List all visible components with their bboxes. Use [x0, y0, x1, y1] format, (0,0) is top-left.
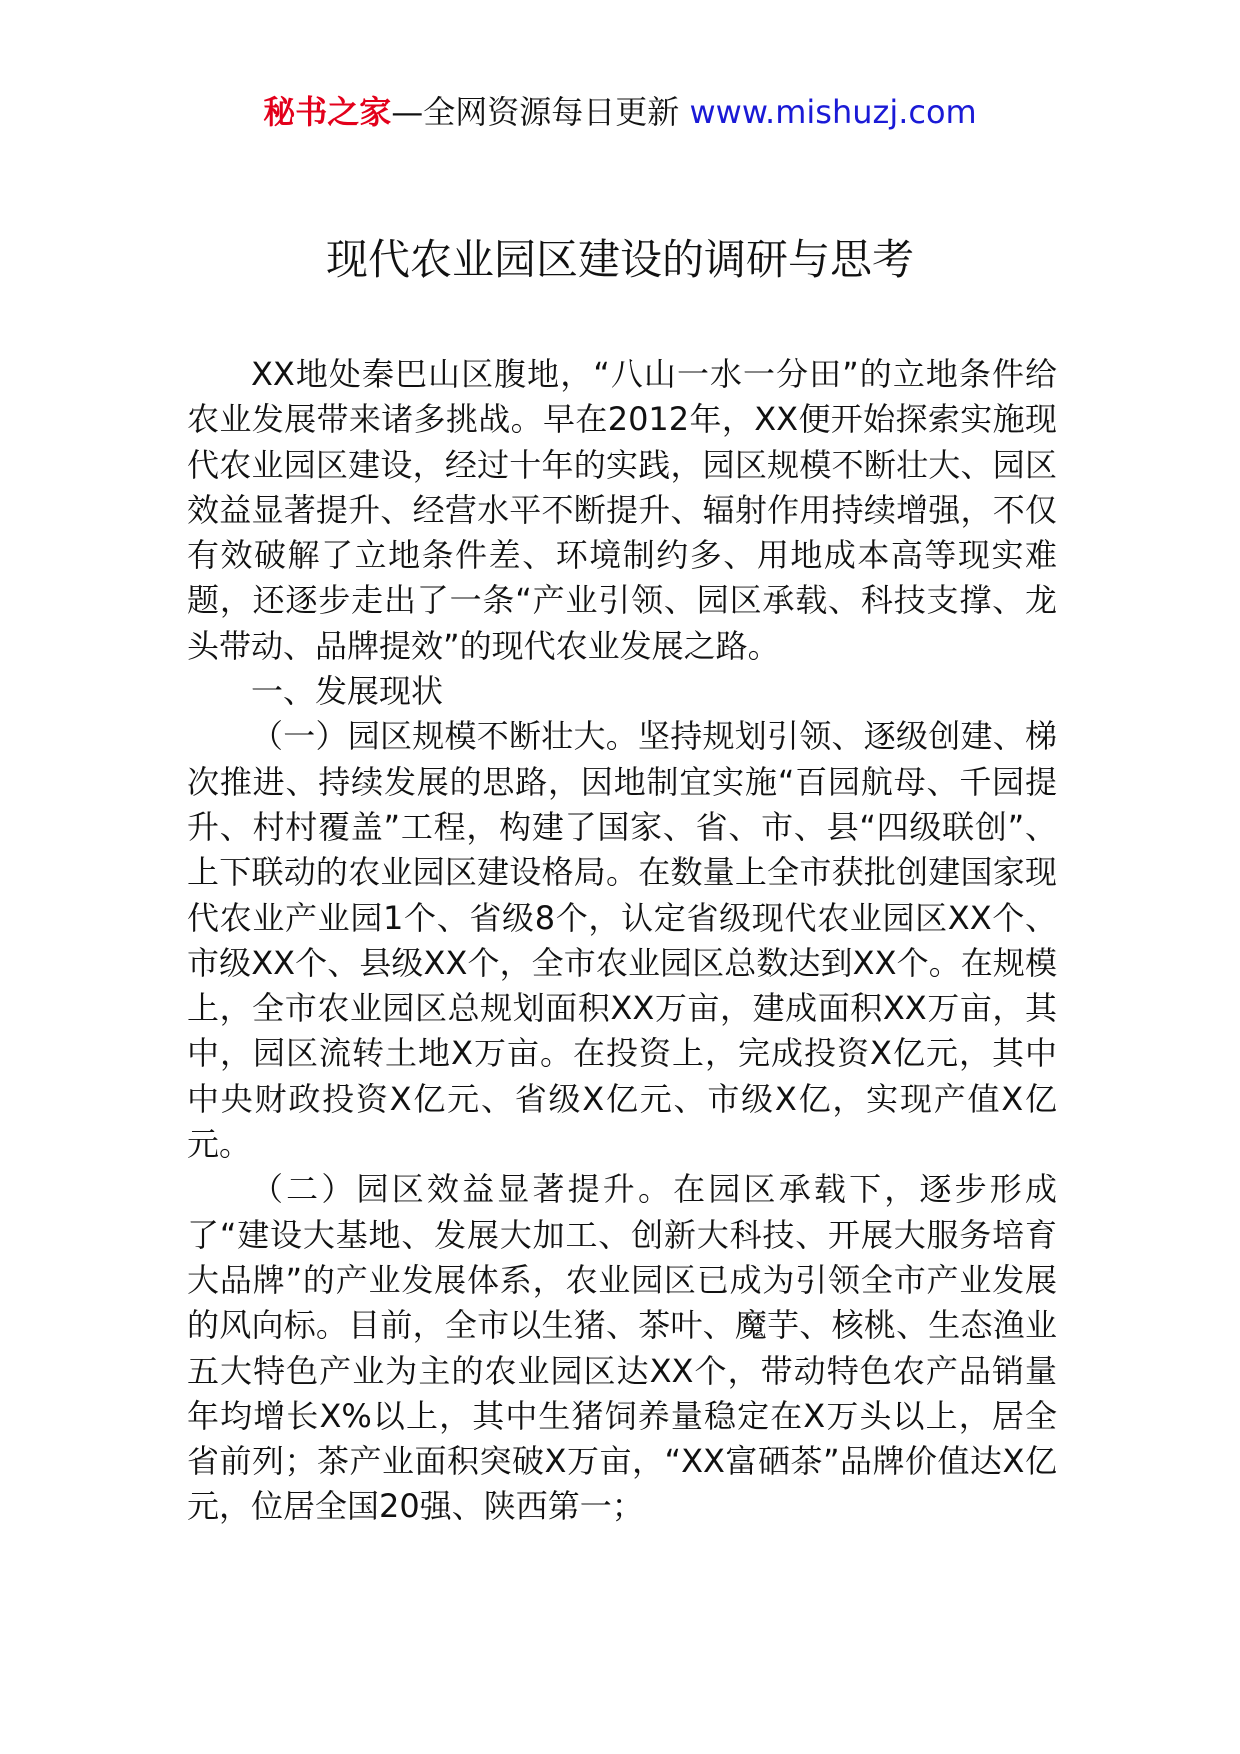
site-brand: 秘书之家: [263, 93, 392, 131]
site-header: [0, 92, 1240, 132]
site-tagline: —全网资源每日更新: [391, 93, 690, 131]
paragraph-intro: XX地处秦巴山区腹地，“八山一水一分田”的立地条件给农业发展带来诸多挑战。早在2012年，XX便开始探索实施现代农业园区建设，经过十年的实践，园区规模不断壮大、园区效益显著提升、经营水平不断提升、辐射作用持续增强，不仅有效破解了立地条件差、环境制约多、用地成本高等现实难题，还逐步走出了一条“产业引领、园区承载、科技支撑、龙头带动、品牌提效”的现代农业发展之路。: [187, 355, 1057, 665]
paragraph-benefit: （二）园区效益显著提升。在园区承载下，逐步形成了“建设大基地、发展大加工、创新大科技、开展大服务培育大品牌”的产业发展体系，农业园区已成为引领全市产业发展的风向标。目前，全市以生猪、茶叶、魔芋、核桃、生态渔业五大特色产业为主的农业园区达XX个，带动特色农产品销量年均增长X%以上，其中生猪饲养量稳定在X万头以上，居全省前列；茶产业面积突破X万亩，“XX富硒茶”品牌价值达X亿元，位居全国20强、陕西第一；: [187, 1170, 1057, 1526]
document-body: [187, 352, 1057, 1530]
paragraph-scale: （一）园区规模不断壮大。坚持规划引领、逐级创建、梯次推进、持续发展的思路，因地制宜实施“百园航母、千园提升、村村覆盖”工程，构建了国家、省、市、县“四级联创”、上下联动的农业园区建设格局。在数量上全市获批创建国家现代农业产业园1个、省级8个，认定省级现代农业园区XX个、市级XX个、县级XX个，全市农业园区总数达到XX个。在规模上，全市农业园区总规划面积XX万亩，建成面积XX万亩，其中，园区流转土地X万亩。在投资上，完成投资X亿元，其中中央财政投资X亿元、省级X亿元、市级X亿，实现产值X亿元。: [187, 717, 1057, 1164]
section-heading-status: 一、发展现状: [251, 672, 444, 711]
document-title: 现代农业园区建设的调研与思考: [325, 235, 914, 284]
site-url[interactable]: www.mishuzj.com: [689, 93, 977, 131]
